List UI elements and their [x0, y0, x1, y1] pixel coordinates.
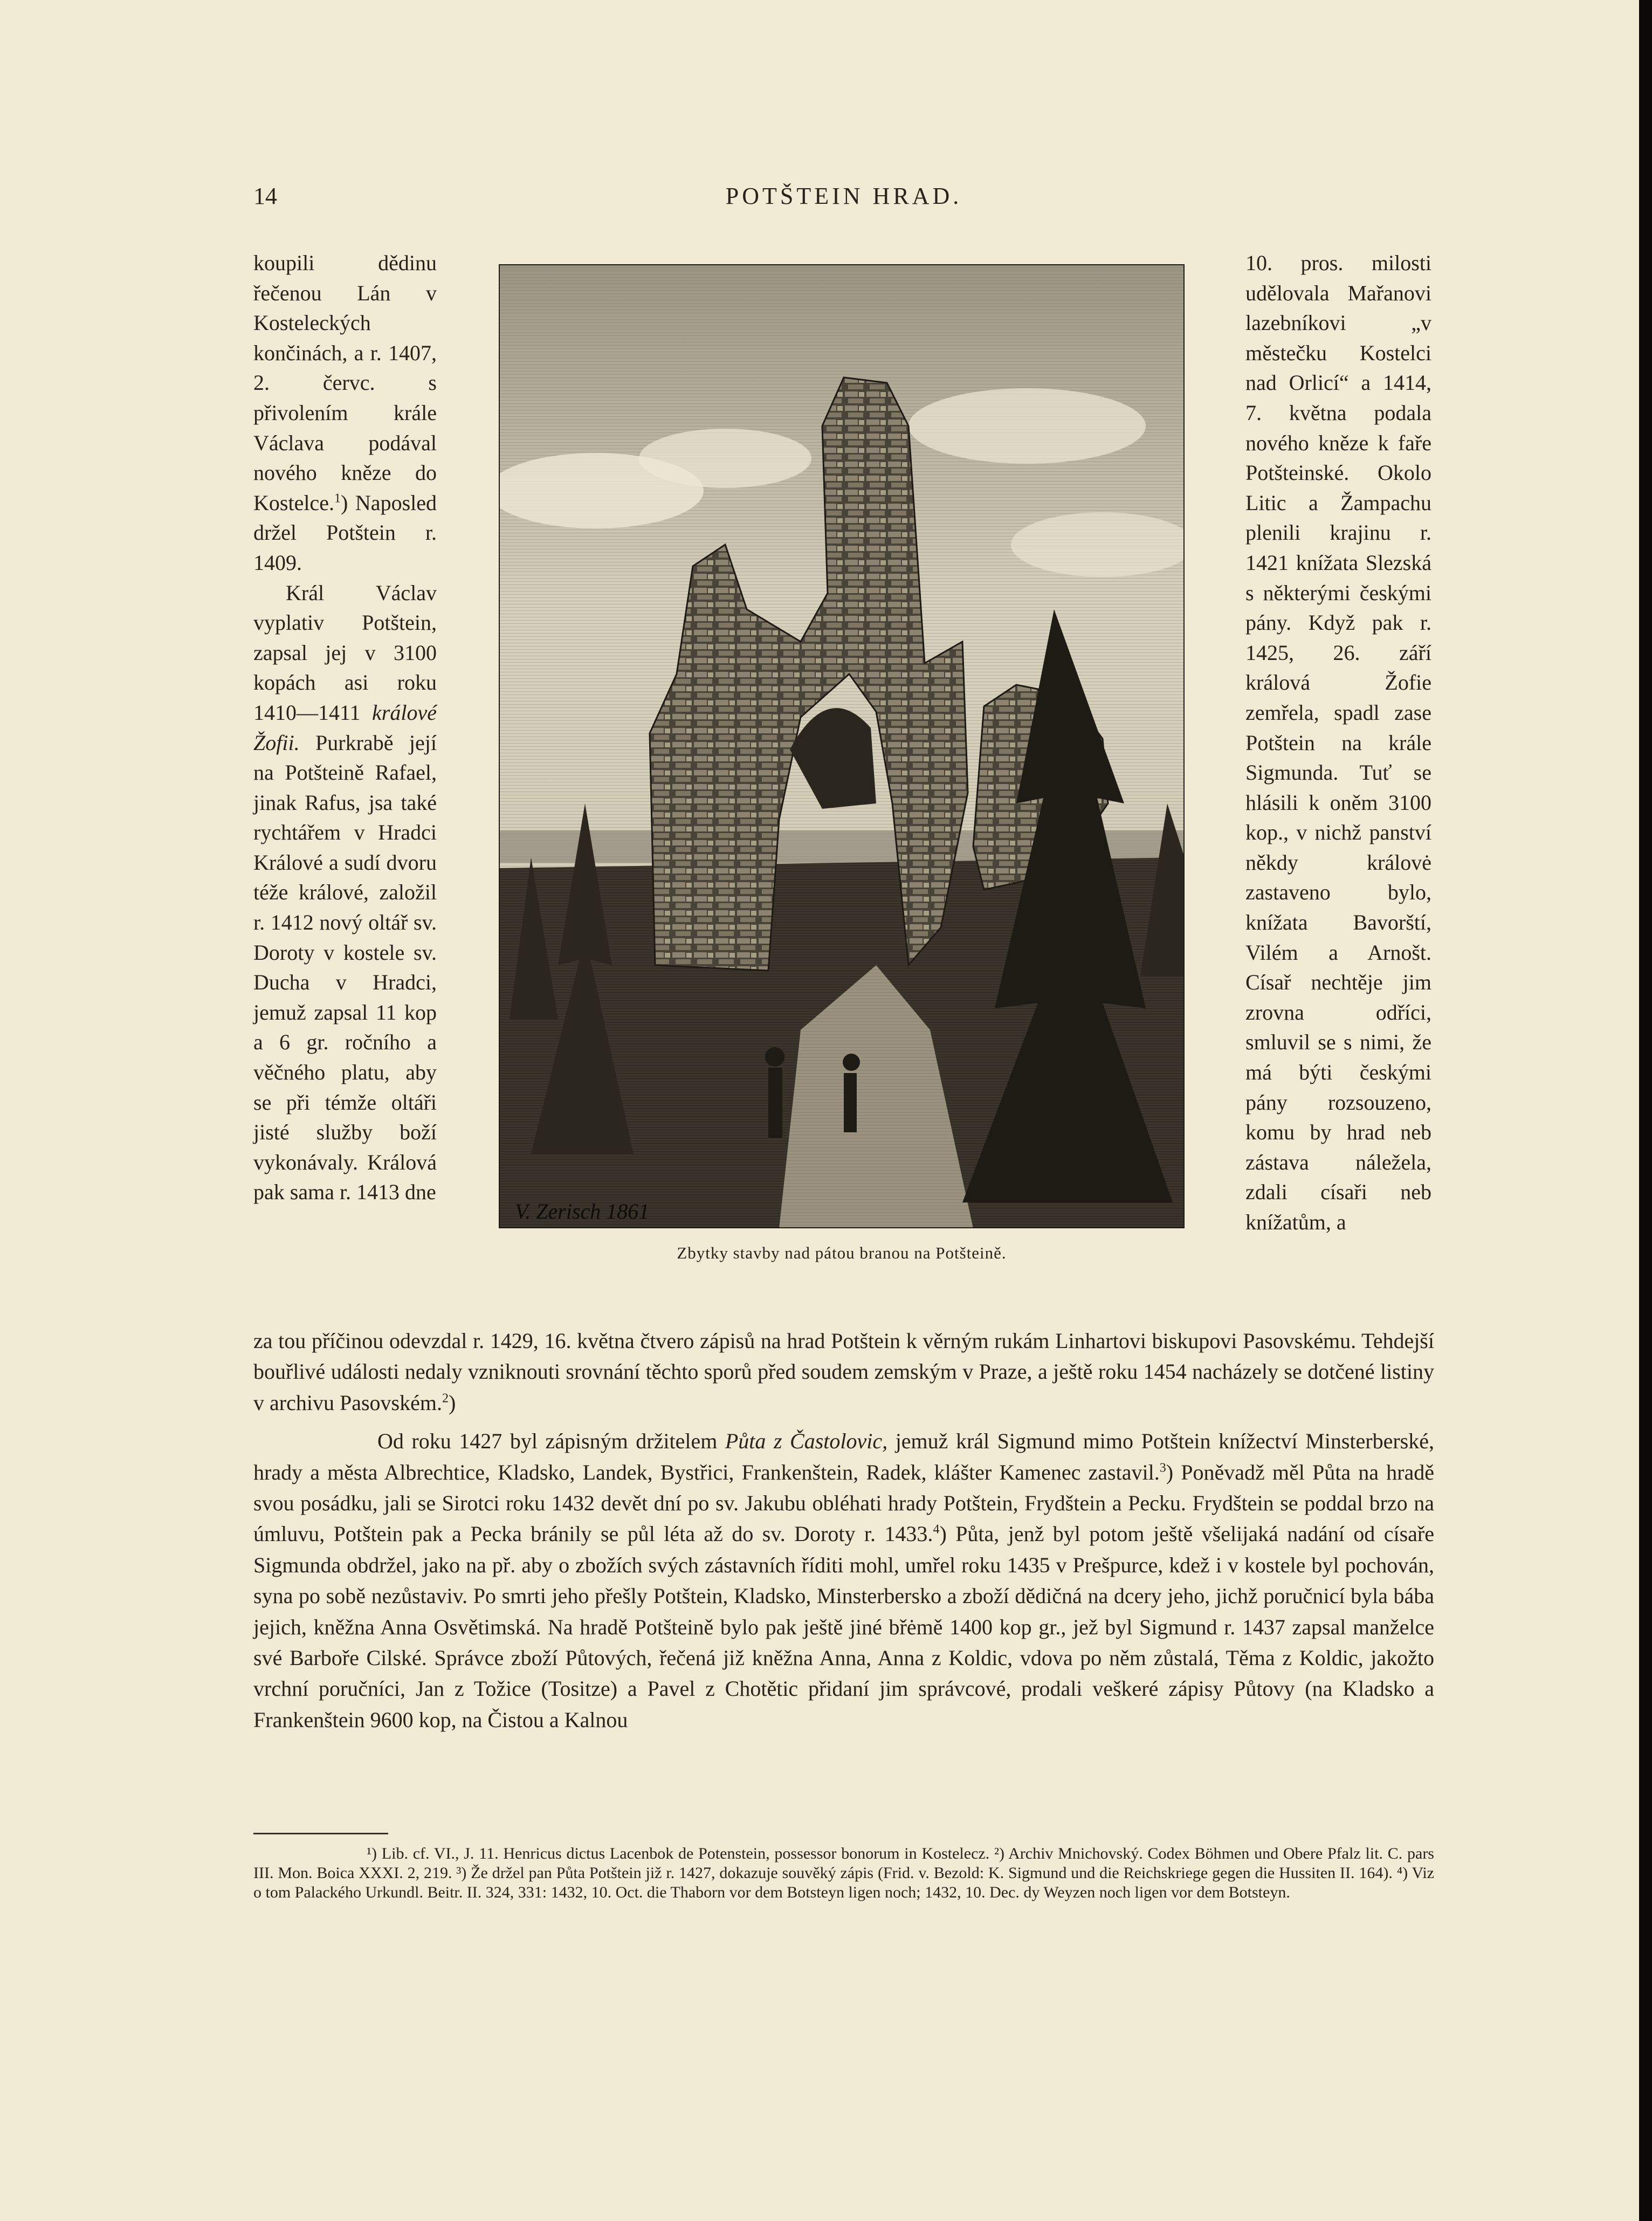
full-width-text [253, 1325, 1434, 1735]
figure-caption: Zbytky stavby nad pátou branou na Potšteině. [677, 1243, 1007, 1262]
right-paragraph: 10. pros. milosti udělovala Mařanovi lazebníkovi „v městečku Kostelci nad Orlicí“ a 1414, 7. května podala nového kněze k faře Potšteinské. Okolo Litic a Žampachu plenili krajinu r. 1421 knížata Slezská s některými českými pány. Když pak r. 1425, 26. září králová Žofie zemřela, spadl zase Potštein na krále Sigmunda. Tuť se hlásili k oněm 3100 kop., v nichž panství někdy královė zastaveno bylo, knížata Bavorští, Vilém a Arnošt. Císař nechtěje jim zrovna odříci, smluvil se s nimi, že má býti českými pány rozsouzeno, komu by hrad neb zástava náležela, zdali císaři neb knížatům, a [1245, 251, 1431, 1234]
left-paragraph-2: Král Václav vyplativ Potštein, zapsal jej v 3100 kopách asi roku 1410—1411 králové Žofii. Purkrabě její na Potšteině Rafael, jinak Rafus, jsa také rychtářem v Hradci Králové a sudí dvoru téže králové, založil r. 1412 nový oltář sv. Doroty v kostele sv. Ducha v Hradci, jemuž zapsal 11 kop a 6 gr. ročního a věčného platu, aby se při témže oltáři jisté služby boží vykonávaly. Králová pak sama r. 1413 dne [253, 580, 437, 1205]
castle-ruins-engraving [499, 264, 1185, 1228]
page-number: 14 [253, 183, 277, 209]
footnote-ref-4: 4 [933, 1523, 940, 1537]
paragraph-continuation: za tou příčinou odevzdal r. 1429, 16. května čtvero zápisů na hrad Potštein k věrným rukám Linhartovi biskupovi Pasovskému. Tehdejší bouřlivé události nedaly vzniknouti srovnání těchto sporů před soudem zemským v Praze, a ještě roku 1454 nacházely se dotčené listiny v archivu Pasovském.$^2$) [253, 1329, 1434, 1415]
paragraph-puta: Od roku 1427 byl zápisným držitelem Půta z Častolovic, jemuž král Sigmund mimo Potštein knížectví Minsterberské, hrady a města Albrechtice, Kladsko, Landek, Bystřici, Frankenštein, Radek, klášter Kamenec zastavil.$^3$) Poněvadž měl Půta na hradě svou posádku, jali se Sirotci roku 1432 devět dní po sv. Jakubu obléhati hrady Potštein, Frydštein a Pecku. Frydštein se poddal brzo na úmluvu, Potštein pak a Pecka bránily se půl léta až do sv. Doroty r. 1433.$^4$) Půta, jenž byl potom ještě všelijaká nadání od císaře Sigmunda obdržel, jako na př. aby o zbožích svých zástavních říditi mohl, umřel roku 1435 v Prešpurce, kdež i v kostele byl pochován, syna po sobě nezůstaviv. Po smrti jeho přešly Potštein, Kladsko, Minsterbersko a zboží dědičná na dcery jeho, jichž poručnicí byla bába jejich, kněžna Anna Osvětimská. Na hradě Potšteině bylo pak ještě jiné břėmě 1400 kop gr., jež byl Sigmund r. 1437 zapsal manželce své Barboře Cilské. Správce zboží Půtových, řečená již kněžna Anna, Anna z Koldic, vdova po něm zůstalá, Těma z Koldic, jakožto vrchní poručníci, Jan z Tožice (Tositze) a Pavel z Chotětic přidaní jim správcové, prodali veškeré zápisy Půtovy (na Kladsko a Frankenštein 9600 kop, na Čistou a Kalnou [253, 1429, 1434, 1732]
running-head: POTŠTEIN HRAD. [725, 183, 962, 209]
scan-edge [1639, 0, 1652, 2221]
emphasis-puta: Půta z Častolovic, [725, 1429, 888, 1454]
emphasis-name: králové Žofii. [253, 700, 437, 755]
left-paragraph-1: koupili dědinu řečenou Lán v Kosteleckých končinách, a r. 1407, 2. červc. s přivolením krále Václava podával nového kněze do Kostelce.$^1$) Naposled držel Potštein r. 1409. [253, 251, 437, 575]
left-text-column [253, 248, 437, 1207]
footnote-text: ¹) Lib. cf. VI., J. 11. Henricus dictus Lacenbok de Potenstein, possessor bonorum in Kostelecz. ²) Archiv Mnichovský. Codex Böhmen und Obere Pfalz lit. C. pars III. Mon. Boica XXXI. 2, 219. ³) Že držel pan Půta Potštein již r. 1427, dokazuje souvěký zápis (Frid. v. Bezold: K. Sigmund und die Reichskriege gegen die Hussiten II. 164). ⁴) Viz o tom Palackého Urkundl. Beitr. II. 324, 331: 1432, 10. Oct. die Thaborn vor dem Botsteyn ligen noch; 1432, 10. Dec. dy Weyzen noch ligen vor dem Botsteyn. [253, 1845, 1434, 1901]
footnote-ref-1: 1 [334, 491, 341, 506]
footnote-ref-2: 2 [442, 1391, 449, 1406]
footnote-ref-3: 3 [1159, 1461, 1166, 1475]
right-text-column [1245, 248, 1431, 1237]
footnote-rule [253, 1833, 388, 1834]
page-header [253, 182, 1434, 220]
engraving-figure [499, 264, 1185, 1228]
footnotes [253, 1844, 1434, 1902]
artist-signature: V. Zerisch 1861 [515, 1199, 650, 1223]
